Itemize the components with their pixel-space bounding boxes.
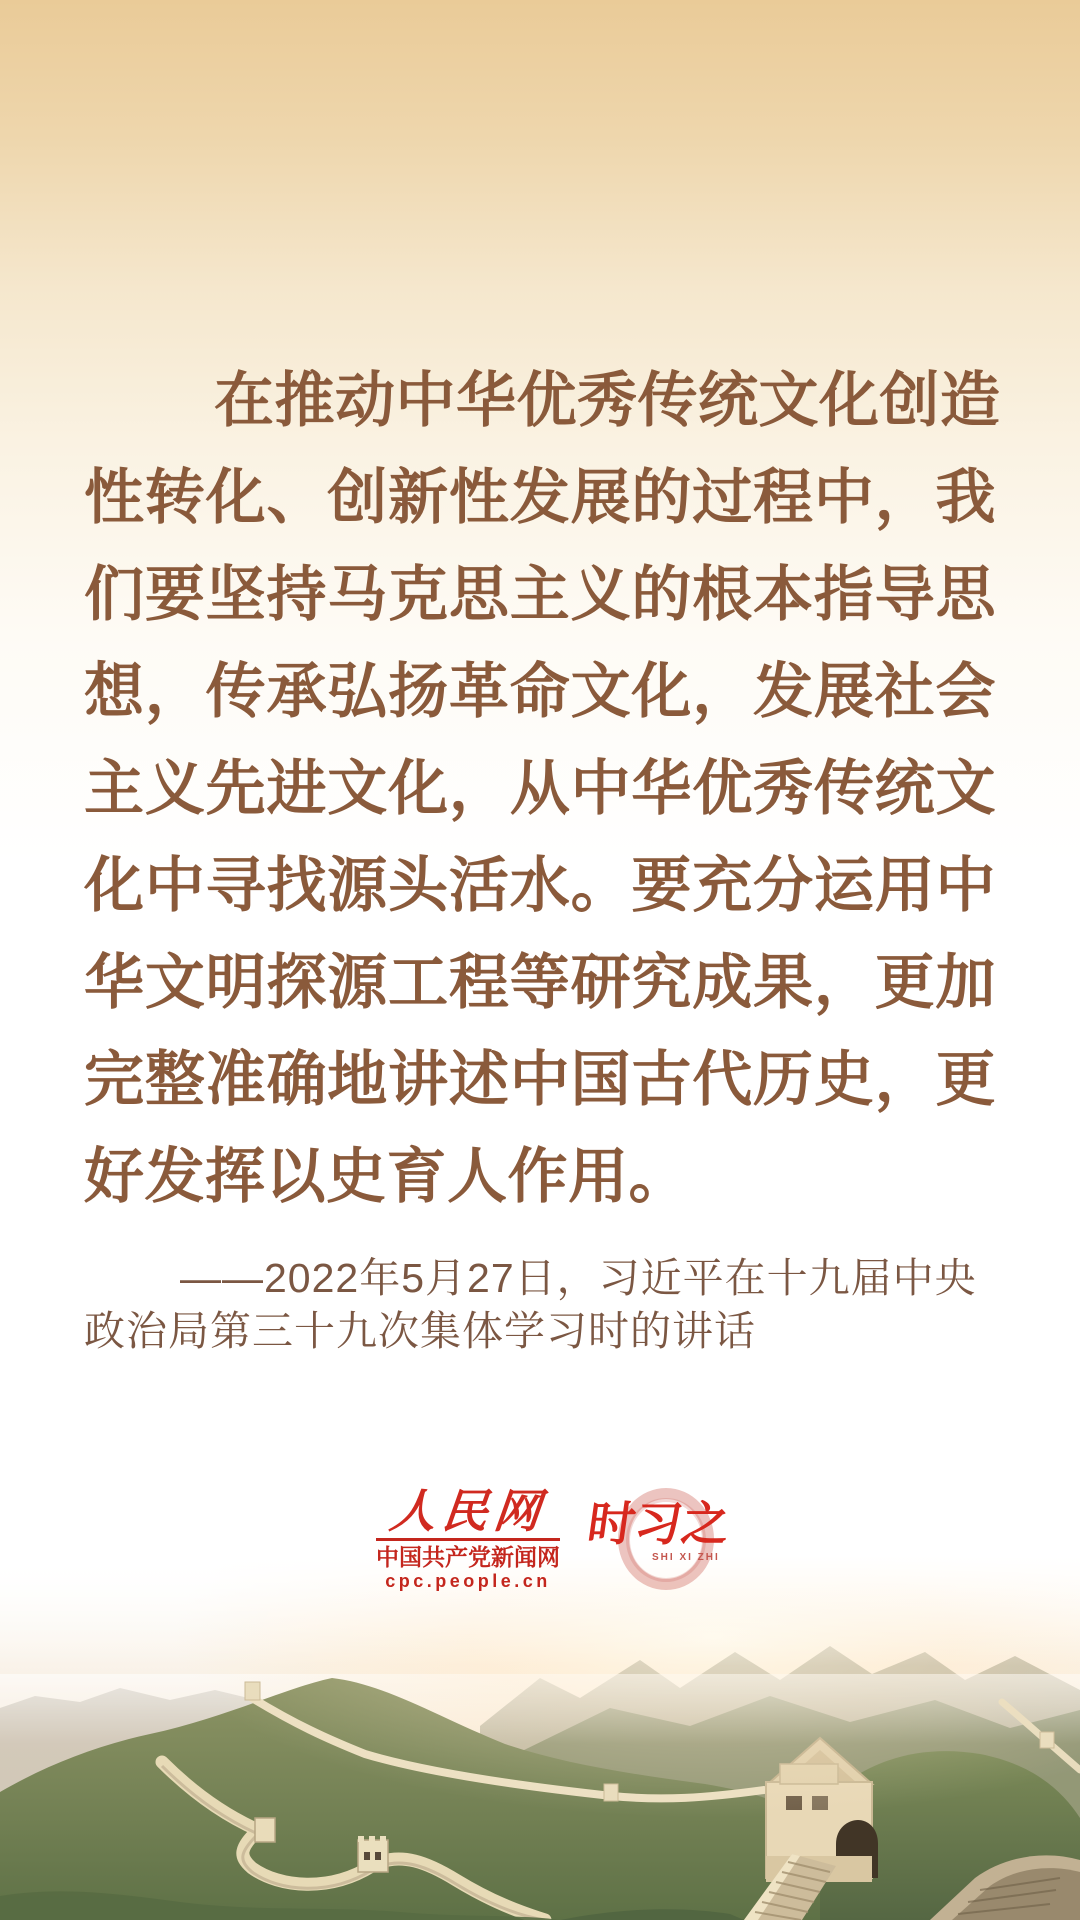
attribution-line: 政治局第三十九次集体学习时的讲话 — [84, 1308, 756, 1354]
quote-line: 化中寻找源头活水。要充分运用中 — [84, 852, 996, 919]
quote-line: 完整准确地讲述中国古代历史，更 — [84, 1046, 996, 1113]
logo-divider-line — [376, 1538, 560, 1541]
quote-line: 们要坚持马克思主义的根本指导思 — [84, 561, 996, 628]
quote-line: 主义先进文化，从中华优秀传统文 — [84, 755, 996, 822]
attribution-line: ——2022年5月27日，习近平在十九届中央 — [180, 1255, 977, 1301]
shixizhi-romanized: SHI XI ZHI — [652, 1552, 720, 1563]
quote-attribution — [84, 1252, 996, 1358]
quote-line: 好发挥以史育人作用。 — [84, 1143, 689, 1210]
cpc-news-site-label: 中国共产党新闻网 — [376, 1544, 560, 1570]
cpc-site-url-text: cpc.people.cn — [385, 1571, 551, 1591]
people-daily-logo — [374, 1486, 562, 1592]
quote-line: 想，传承弘扬革命文化，发展社会 — [84, 658, 996, 725]
quote-line: 在推动中华优秀传统文化创造 — [214, 367, 1001, 434]
people-daily-wordmark: 人民网 — [387, 1485, 549, 1537]
logo-row — [374, 1485, 733, 1598]
quote-line: 性转化、创新性发展的过程中，我 — [84, 464, 996, 531]
shixizhi-logo — [584, 1486, 733, 1598]
quote-text-block — [84, 352, 1001, 1225]
quote-line: 华文明探源工程等研究成果，更加 — [84, 949, 996, 1016]
shixizhi-wordmark: 时习之 — [584, 1497, 733, 1550]
great-wall-photo — [0, 1556, 1080, 1920]
